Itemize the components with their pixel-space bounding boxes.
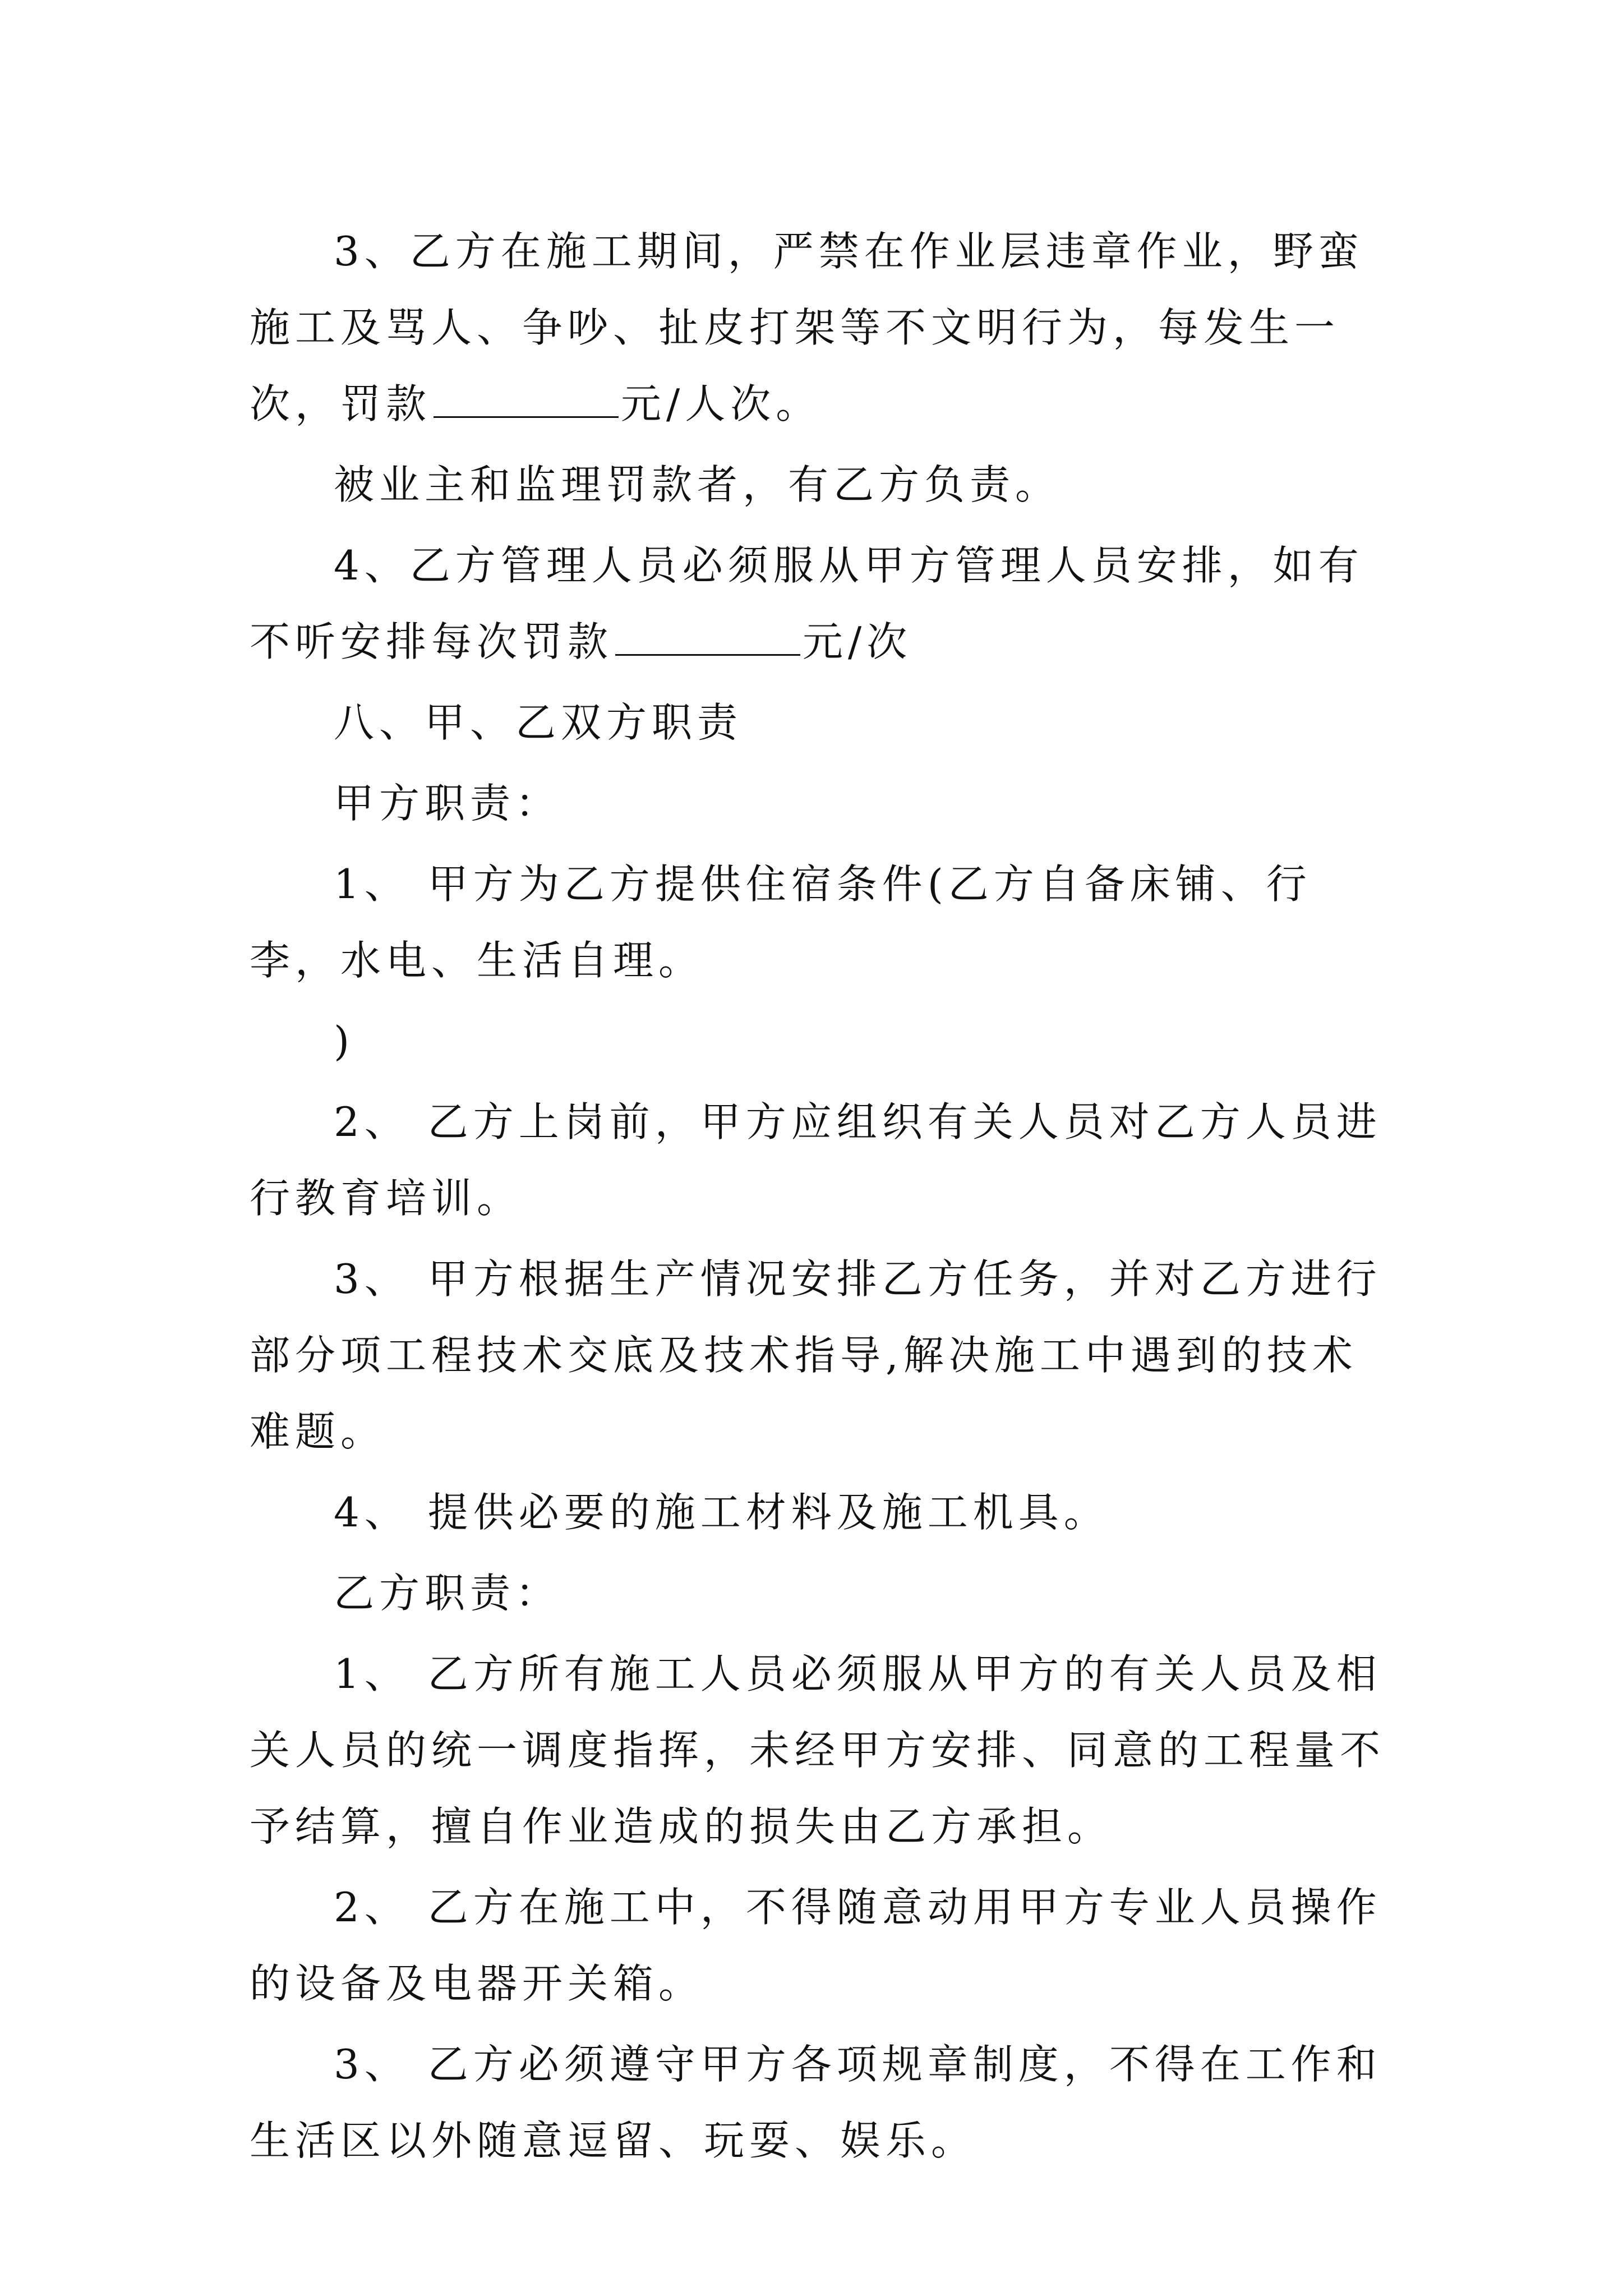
section-heading: 八、甲、乙双方职责 — [334, 699, 743, 746]
document-body — [250, 213, 1385, 2179]
clause-text: 4、乙方管理人员必须服从甲方管理人员安排，如有不听安排每次罚款 — [250, 542, 1364, 665]
clause-text: 3、乙方在施工期间，严禁在作业层违章作业，野蛮施工及骂人、争吵、扯皮打架等不文明行为，每发生一次，罚款 — [250, 228, 1364, 427]
clause-owner-fine: 被业主和监理罚款者，有乙方负责。 — [334, 461, 1061, 508]
fill-blank-line — [434, 383, 619, 418]
fill-blank-line — [615, 620, 800, 656]
party-a-duty-2: 2、 乙方上岗前，甲方应组织有关人员对乙方人员进行教育培训。 — [250, 1098, 1382, 1222]
clause-unit: 元/人次。 — [621, 380, 822, 427]
party-b-duty-1: 1、 乙方所有施工人员必须服从甲方的有关人员及相关人员的统一调度指挥，未经甲方安排、同意的工程量不予结算，擅自作业造成的损失由乙方承担。 — [250, 1650, 1386, 1850]
party-a-duty-4: 4、 提供必要的施工材料及施工机具。 — [334, 1489, 1109, 1536]
party-a-duty-1-close: ) — [334, 1018, 355, 1065]
clause-penalty-obedience — [250, 527, 1385, 680]
party-a-duty-1: 1、 甲方为乙方提供住宿条件(乙方自备床铺、行李，水电、生活自理。 — [250, 861, 1312, 984]
party-b-duty-2: 2、 乙方在施工中，不得随意动用甲方专业人员操作的设备及电器开关箱。 — [250, 1884, 1382, 2007]
party-a-duty-3: 3、 甲方根据生产情况安排乙方任务，并对乙方进行部分项工程技术交底及技术指导,解决施工中遇到的技术难题。 — [250, 1255, 1382, 1455]
party-a-duties-heading: 甲方职责： — [334, 780, 561, 827]
clause-unit: 元/次 — [803, 618, 912, 665]
clause-penalty-misconduct — [250, 213, 1385, 442]
party-b-duties-heading: 乙方职责： — [334, 1570, 561, 1617]
party-b-duty-3: 3、 乙方必须遵守甲方各项规章制度，不得在工作和生活区以外随意逗留、玩耍、娱乐。 — [250, 2041, 1382, 2164]
